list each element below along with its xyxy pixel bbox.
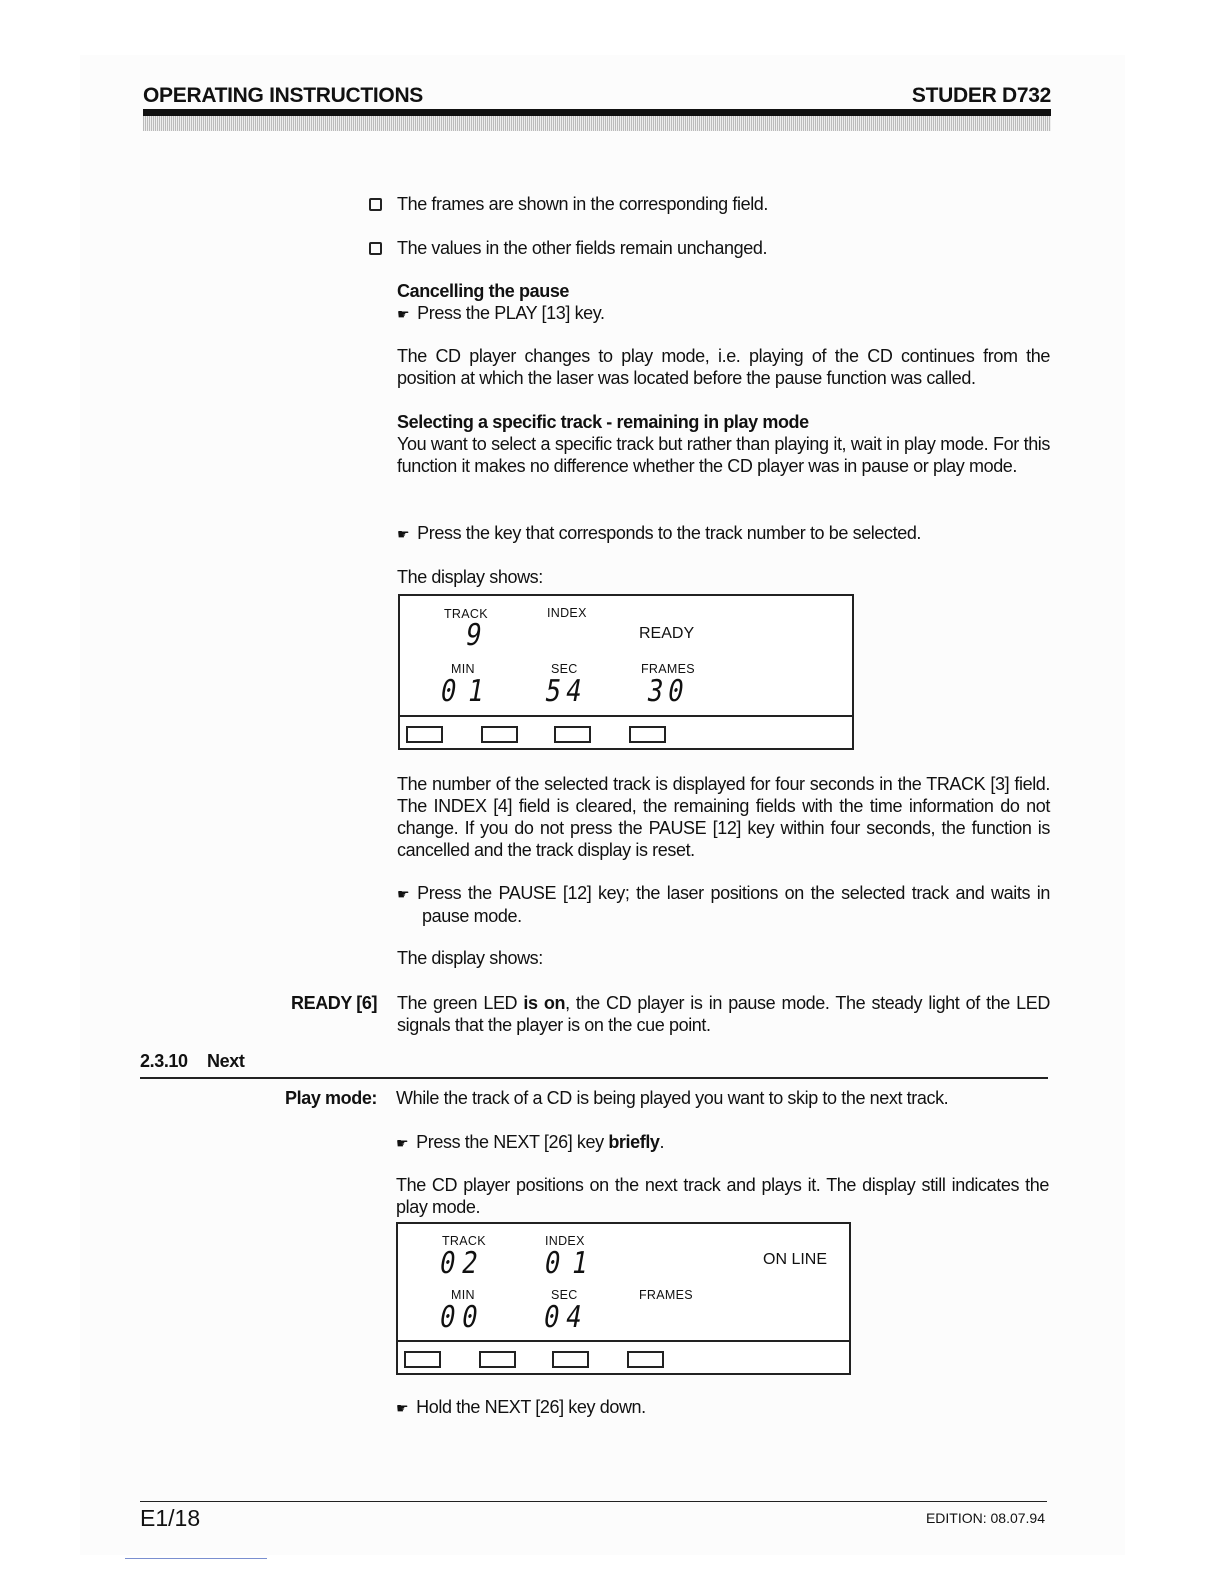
track-label: TRACK [444, 607, 488, 621]
pointing-hand-icon: ☛ [397, 306, 410, 322]
step-text: Press the NEXT [26] key [416, 1132, 609, 1152]
led-indicator [479, 1351, 516, 1368]
status-text: READY [639, 625, 695, 642]
heading-cancel: Cancelling the pause [397, 281, 570, 301]
text-bold: is on [523, 993, 566, 1013]
led-indicator [552, 1351, 589, 1368]
mode-label: Play mode: [285, 1088, 378, 1108]
pointing-hand-icon: ☛ [397, 886, 410, 902]
page-number: E1/18 [140, 1505, 201, 1531]
ready-label: READY [6] [291, 993, 378, 1013]
header-rule [143, 109, 1051, 116]
checkbox-icon [369, 242, 382, 255]
sec-value: 54 [542, 674, 590, 709]
display-caption: The display shows: [397, 567, 543, 587]
step-text: Press the key that corresponds to the track number to be selected. [417, 523, 922, 543]
min-label: MIN [451, 662, 475, 676]
led-indicator [404, 1351, 441, 1368]
min-label: MIN [451, 1288, 475, 1302]
paragraph [397, 992, 1050, 1036]
lcd-display-online [396, 1222, 851, 1375]
header-model: STUDER D732 [911, 84, 1051, 107]
led-indicator [406, 726, 443, 743]
sec-label: SEC [551, 662, 578, 676]
checkbox-icon [369, 198, 382, 211]
bullet-text: The frames are shown in the corresponding field. [397, 194, 769, 214]
led-indicator [554, 726, 591, 743]
header-pattern [143, 116, 1051, 131]
paragraph: The number of the selected track is displayed for four seconds in the TRACK [3] field. The INDEX [4] field is cleared, the remaining fields with the time information do not change. If you do not press the PAUSE [12] key within four seconds, the function is cancelled and the track display is reset. [397, 774, 1050, 860]
bullet-text: The values in the other fields remain unchanged. [397, 238, 768, 258]
text: , the CD player is in pause mode. The steady light of the LED signals that the player is on the cue point. [397, 993, 1050, 1035]
led-indicator [627, 1351, 664, 1368]
min-value: 01 [437, 674, 499, 709]
min-value: 00 [436, 1300, 488, 1335]
led-indicator [481, 726, 518, 743]
frames-value: 30 [644, 674, 692, 709]
sec-label: SEC [551, 1288, 578, 1302]
section-rule [140, 1077, 1048, 1079]
paragraph: While the track of a CD is being played you want to skip to the next track. [396, 1088, 949, 1108]
pointing-hand-icon: ☛ [396, 1400, 409, 1416]
track-value: 9 [462, 618, 490, 653]
header-title: OPERATING INSTRUCTIONS [143, 84, 424, 107]
display-caption: The display shows: [397, 948, 543, 968]
footer-rule [140, 1501, 1047, 1502]
text: The green LED [397, 993, 524, 1013]
track-label: TRACK [442, 1234, 486, 1248]
paragraph: The CD player positions on the next track and plays it. The display still indicates the play mode. [396, 1175, 1049, 1217]
step-text: Hold the NEXT [26] key down. [416, 1397, 646, 1417]
frames-label: FRAMES [639, 1288, 693, 1302]
step-text: Press the PAUSE [12] key; the laser positions on the selected track and waits in pause mode. [417, 883, 1050, 926]
status-text: ON LINE [763, 1251, 828, 1268]
pointing-hand-icon: ☛ [397, 526, 410, 542]
paragraph: You want to select a specific track but rather than playing it, wait in play mode. For this function it makes no difference whether the CD player was in pause or play mode. [397, 434, 1050, 476]
step-text: Press the PLAY [13] key. [417, 303, 605, 323]
section-number: 2.3.10 [140, 1051, 188, 1071]
edition-date: EDITION: 08.07.94 [925, 1510, 1045, 1526]
index-value: 01 [541, 1246, 603, 1281]
section-title: Next [207, 1051, 245, 1071]
paragraph: The CD player changes to play mode, i.e. playing of the CD continues from the position at which the laser was located before the pause function was called. [397, 346, 1050, 388]
index-label: INDEX [547, 606, 587, 620]
track-value: 02 [436, 1246, 488, 1281]
index-label: INDEX [545, 1234, 585, 1248]
pointing-hand-icon: ☛ [396, 1135, 409, 1151]
frames-label: FRAMES [641, 662, 695, 676]
heading-select: Selecting a specific track - remaining in play mode [397, 412, 809, 432]
led-indicator [629, 726, 666, 743]
lcd-display-ready [398, 594, 854, 750]
sec-value: 04 [540, 1300, 592, 1335]
step-bold: briefly [608, 1132, 660, 1152]
link-underline [125, 1558, 267, 1559]
step-text: . [659, 1132, 665, 1152]
